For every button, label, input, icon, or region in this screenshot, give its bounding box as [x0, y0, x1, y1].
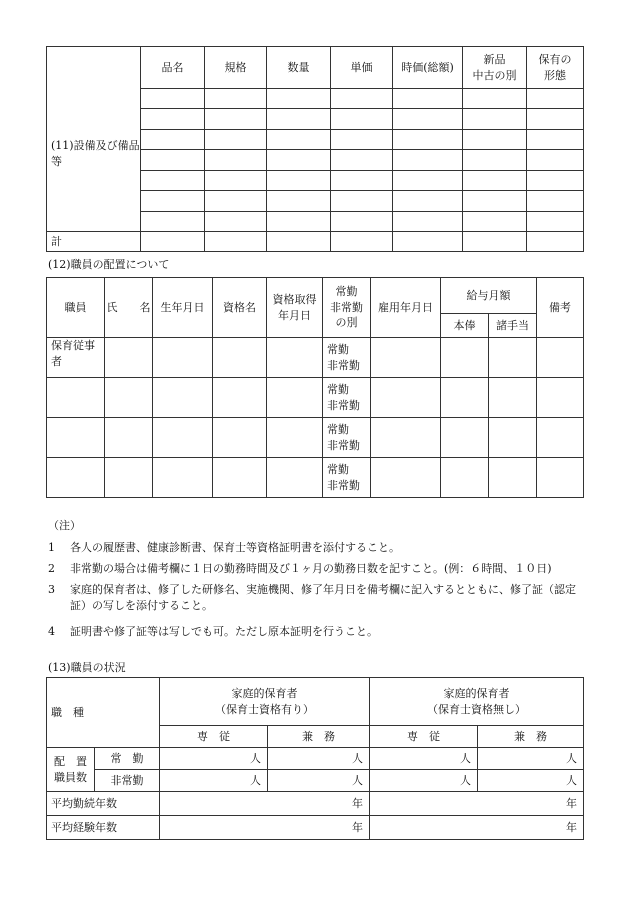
cell[interactable]	[141, 232, 205, 252]
header-staff: 職員	[47, 278, 105, 338]
row-label-avg-experience: 平均経験年数	[47, 816, 160, 840]
cell[interactable]	[527, 150, 584, 171]
cell[interactable]	[141, 171, 205, 191]
cell[interactable]	[371, 338, 441, 378]
header-name: 氏 名	[105, 278, 153, 338]
header-without-qualification: 家庭的保育者 （保育士資格無し）	[370, 678, 584, 726]
parttime-dedicated-qualified[interactable]: 人	[160, 770, 268, 792]
cell[interactable]	[393, 191, 463, 212]
header-employment-type: 常勤 非常勤 の別	[323, 278, 371, 338]
equipment-table	[46, 46, 584, 252]
total-label: 計	[47, 232, 141, 252]
cell[interactable]	[371, 418, 441, 458]
cell[interactable]	[331, 109, 393, 130]
cell[interactable]	[205, 171, 267, 191]
cell[interactable]	[537, 458, 584, 498]
cell[interactable]	[489, 378, 537, 418]
cell[interactable]	[489, 338, 537, 378]
cell[interactable]	[489, 458, 537, 498]
cell[interactable]	[267, 338, 323, 378]
cell[interactable]	[205, 130, 267, 150]
cell[interactable]	[463, 191, 527, 212]
cell[interactable]	[331, 212, 393, 232]
header-qualification-date: 資格取得 年月日	[267, 278, 323, 338]
cell[interactable]	[213, 338, 267, 378]
header-new-used: 新品 中古の別	[463, 47, 527, 89]
header-item-name: 品名	[141, 47, 205, 89]
cell[interactable]	[267, 130, 331, 150]
header-birth-date: 生年月日	[153, 278, 213, 338]
cell[interactable]	[141, 109, 205, 130]
cell[interactable]	[267, 418, 323, 458]
cell[interactable]	[205, 150, 267, 171]
cell[interactable]	[141, 130, 205, 150]
cell[interactable]	[267, 458, 323, 498]
cell[interactable]	[527, 212, 584, 232]
cell[interactable]	[105, 378, 153, 418]
cell[interactable]	[393, 150, 463, 171]
row-label-fulltime: 常 勤	[95, 748, 160, 770]
cell[interactable]	[141, 212, 205, 232]
staff-assignment-title: (12)職員の配置について	[48, 258, 170, 271]
fulltime-concurrent-unqualified[interactable]: 人	[478, 748, 584, 770]
note-item: 3 家庭的保育者は、修了した研修名、実施機関、修了年月日を備考欄に記入するとともに、修了証（認定証）の写しを添付すること。	[48, 583, 576, 612]
header-ownership: 保有の 形態	[527, 47, 584, 89]
cell[interactable]	[47, 378, 105, 418]
cell[interactable]	[537, 338, 584, 378]
table-row	[47, 338, 584, 378]
cell[interactable]	[105, 338, 153, 378]
table-row	[47, 378, 584, 418]
cell[interactable]	[267, 150, 331, 171]
header-unit-price: 単価	[331, 47, 393, 89]
cell[interactable]	[393, 89, 463, 109]
cell[interactable]	[213, 378, 267, 418]
cell[interactable]	[267, 89, 331, 109]
header-remarks: 備考	[537, 278, 584, 338]
cell[interactable]	[537, 418, 584, 458]
cell[interactable]	[393, 130, 463, 150]
avg-tenure-qualified[interactable]: 年	[160, 792, 370, 816]
fulltime-concurrent-qualified[interactable]: 人	[268, 748, 370, 770]
cell[interactable]	[537, 378, 584, 418]
cell[interactable]	[213, 458, 267, 498]
cell[interactable]	[267, 109, 331, 130]
cell[interactable]	[527, 89, 584, 109]
header-dedicated: 専 従	[160, 726, 268, 748]
cell[interactable]	[331, 89, 393, 109]
cell[interactable]	[267, 232, 331, 252]
cell[interactable]	[153, 418, 213, 458]
avg-experience-qualified[interactable]: 年	[160, 816, 370, 840]
cell[interactable]	[463, 109, 527, 130]
cell[interactable]	[267, 212, 331, 232]
cell[interactable]	[463, 89, 527, 109]
cell[interactable]	[205, 89, 267, 109]
employment-type-cell[interactable]: 常勤 非常勤	[323, 458, 371, 498]
staff-status-table	[46, 677, 584, 840]
cell[interactable]	[441, 418, 489, 458]
cell[interactable]	[141, 89, 205, 109]
cell[interactable]	[331, 150, 393, 171]
table-row	[47, 418, 584, 458]
cell[interactable]	[393, 109, 463, 130]
row-label-avg-tenure: 平均勤続年数	[47, 792, 160, 816]
fulltime-dedicated-unqualified[interactable]: 人	[370, 748, 478, 770]
row-label-childcare-staff: 保育従事者	[47, 338, 105, 378]
cell[interactable]	[393, 171, 463, 191]
header-monthly-salary: 給与月額	[441, 278, 537, 314]
cell[interactable]	[463, 232, 527, 252]
cell[interactable]	[331, 191, 393, 212]
cell[interactable]	[267, 191, 331, 212]
notes-heading: （注）	[48, 519, 81, 532]
fulltime-dedicated-qualified[interactable]: 人	[160, 748, 268, 770]
cell[interactable]	[153, 378, 213, 418]
cell[interactable]	[527, 171, 584, 191]
cell[interactable]	[205, 232, 267, 252]
cell[interactable]	[267, 378, 323, 418]
parttime-dedicated-unqualified[interactable]: 人	[370, 770, 478, 792]
cell[interactable]	[527, 191, 584, 212]
cell[interactable]	[441, 338, 489, 378]
parttime-concurrent-qualified[interactable]: 人	[268, 770, 370, 792]
header-concurrent: 兼 務	[478, 726, 584, 748]
cell[interactable]	[331, 232, 393, 252]
cell[interactable]	[463, 171, 527, 191]
header-hire-date: 雇用年月日	[371, 278, 441, 338]
row-label-staff-count: 配 置 職員数	[47, 748, 95, 792]
cell[interactable]	[441, 458, 489, 498]
cell[interactable]	[267, 171, 331, 191]
cell[interactable]	[205, 191, 267, 212]
header-qualification: 資格名	[213, 278, 267, 338]
cell[interactable]	[371, 378, 441, 418]
avg-experience-unqualified[interactable]: 年	[370, 816, 584, 840]
equipment-section-label: (11)設備及び備品等	[47, 47, 141, 232]
employment-type-cell[interactable]: 常勤 非常勤	[323, 378, 371, 418]
staff-assignment-table	[46, 277, 584, 498]
header-concurrent: 兼 務	[268, 726, 370, 748]
parttime-concurrent-unqualified[interactable]: 人	[478, 770, 584, 792]
note-item: 1 各人の履歴書、健康診断書、保育士等資格証明書を添付すること。	[48, 541, 400, 554]
cell[interactable]	[205, 212, 267, 232]
cell[interactable]	[441, 378, 489, 418]
cell[interactable]	[463, 150, 527, 171]
staff-status-title: (13)職員の状況	[48, 661, 126, 674]
cell[interactable]	[47, 418, 105, 458]
cell[interactable]	[371, 458, 441, 498]
employment-type-cell[interactable]: 常勤 非常勤	[323, 418, 371, 458]
cell[interactable]	[463, 212, 527, 232]
header-with-qualification: 家庭的保育者 （保育士資格有り）	[160, 678, 370, 726]
employment-type-cell[interactable]: 常勤 非常勤	[323, 338, 371, 378]
cell[interactable]	[527, 130, 584, 150]
note-item: 2 非常勤の場合は備考欄に１日の勤務時間及び１ヶ月の勤務日数を記すこと。(例：６時間、１０日)	[48, 562, 552, 575]
cell[interactable]	[393, 212, 463, 232]
cell[interactable]	[205, 109, 267, 130]
cell[interactable]	[213, 418, 267, 458]
cell[interactable]	[141, 191, 205, 212]
cell[interactable]	[153, 458, 213, 498]
cell[interactable]	[527, 109, 584, 130]
note-item: 4 証明書や修了証等は写しでも可。ただし原本証明を行うこと。	[48, 625, 378, 638]
avg-tenure-unqualified[interactable]: 年	[370, 792, 584, 816]
cell[interactable]	[141, 150, 205, 171]
cell[interactable]	[527, 232, 584, 252]
header-market-price: 時価(総額)	[393, 47, 463, 89]
cell[interactable]	[47, 458, 105, 498]
header-job-type: 職 種	[47, 678, 160, 748]
row-label-parttime: 非常勤	[95, 770, 160, 792]
header-dedicated: 専 従	[370, 726, 478, 748]
cell[interactable]	[331, 171, 393, 191]
header-quantity: 数量	[267, 47, 331, 89]
cell[interactable]	[489, 418, 537, 458]
header-allowance: 諸手当	[489, 314, 537, 338]
cell[interactable]	[331, 130, 393, 150]
cell[interactable]	[105, 458, 153, 498]
table-row	[47, 458, 584, 498]
cell[interactable]	[105, 418, 153, 458]
cell[interactable]	[153, 338, 213, 378]
header-spec: 規格	[205, 47, 267, 89]
total-row	[47, 232, 584, 252]
cell[interactable]	[463, 130, 527, 150]
header-base-salary: 本俸	[441, 314, 489, 338]
cell[interactable]	[393, 232, 463, 252]
